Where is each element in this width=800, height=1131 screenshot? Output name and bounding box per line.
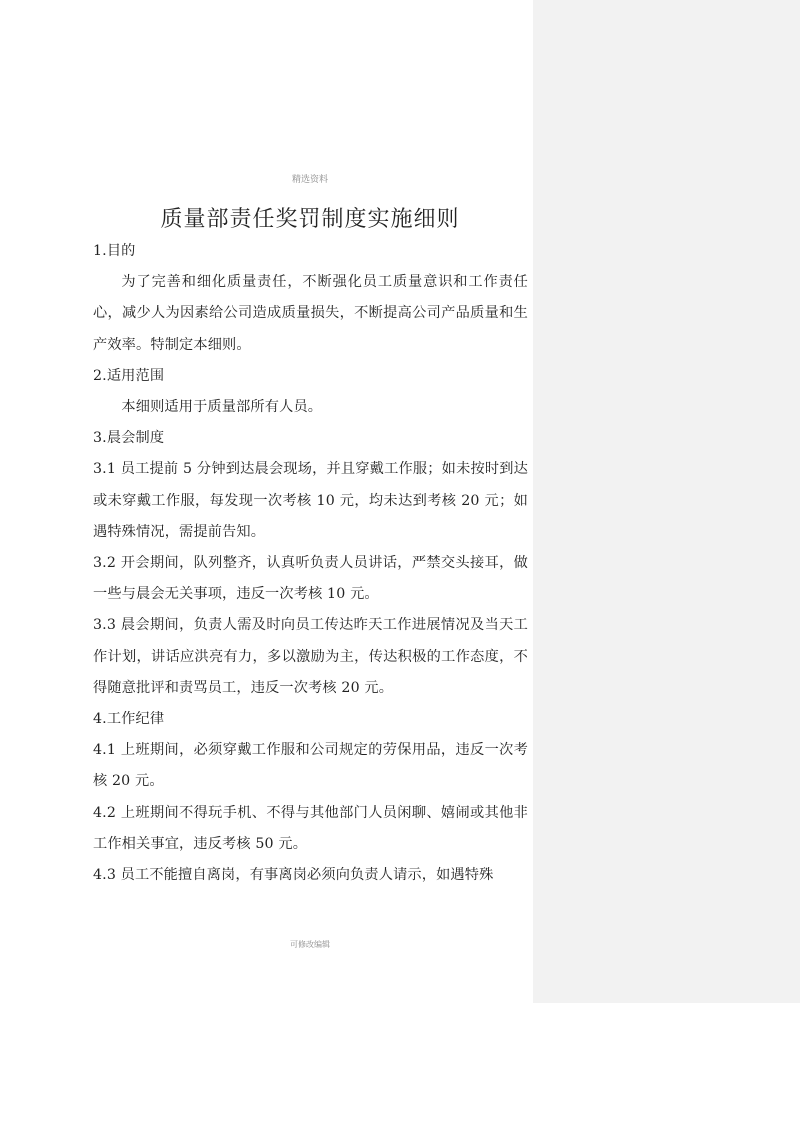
clause-4-3: 4.3 员工不能擅自离岗，有事离岗必须向负责人请示，如遇特殊 (93, 867, 494, 884)
section-heading-meeting: 3.晨会制度 (93, 430, 165, 447)
clause-3-2: 3.2 开会期间，队列整齐，认真听负责人员讲话，严禁交头接耳，做一些与晨会无关事项，违反一次考核 10 元。 (93, 555, 528, 603)
paragraph-purpose: 为了完善和细化质量责任，不断强化员工质量意识和工作责任心，减少人为因素给公司造成质量损失，不断提高公司产品质量和生产效率。特制定本细则。 (93, 274, 528, 353)
document-body (93, 236, 528, 891)
section-heading-scope: 2.适用范围 (93, 367, 165, 384)
clause-3-3: 3.3 晨会期间，负责人需及时向员工传达昨天工作进展情况及当天工作计划，讲话应洪亮有力，多以激励为主，传达积极的工作态度，不得随意批评和责骂员工，违反一次考核 20 元。 (93, 617, 528, 696)
page-header: 精选资料 (291, 175, 328, 185)
section-heading-discipline: 4.工作纪律 (93, 711, 165, 728)
page-footer: 可修改编辑 (290, 940, 330, 949)
clause-4-1: 4.1 上班期间，必须穿戴工作服和公司规定的劳保用品，违反一次考核 20 元。 (93, 742, 528, 790)
section-heading-purpose: 1.目的 (93, 243, 136, 259)
document-title: 质量部责任奖罚制度实施细则 (160, 207, 460, 232)
clause-4-2: 4.2 上班期间不得玩手机、不得与其他部门人员闲聊、嬉闹或其他非工作相关事宜，违反考核 50 元。 (93, 804, 528, 852)
paragraph-scope: 本细则适用于质量部所有人员。 (121, 399, 323, 416)
comment-sidebar (533, 0, 800, 1003)
clause-3-1: 3.1 员工提前 5 分钟到达晨会现场，并且穿戴工作服；如未按时到达或未穿戴工作服，每发现一次考核 10 元，均未达到考核 20 元；如遇特殊情况，需提前告知。 (93, 461, 528, 540)
